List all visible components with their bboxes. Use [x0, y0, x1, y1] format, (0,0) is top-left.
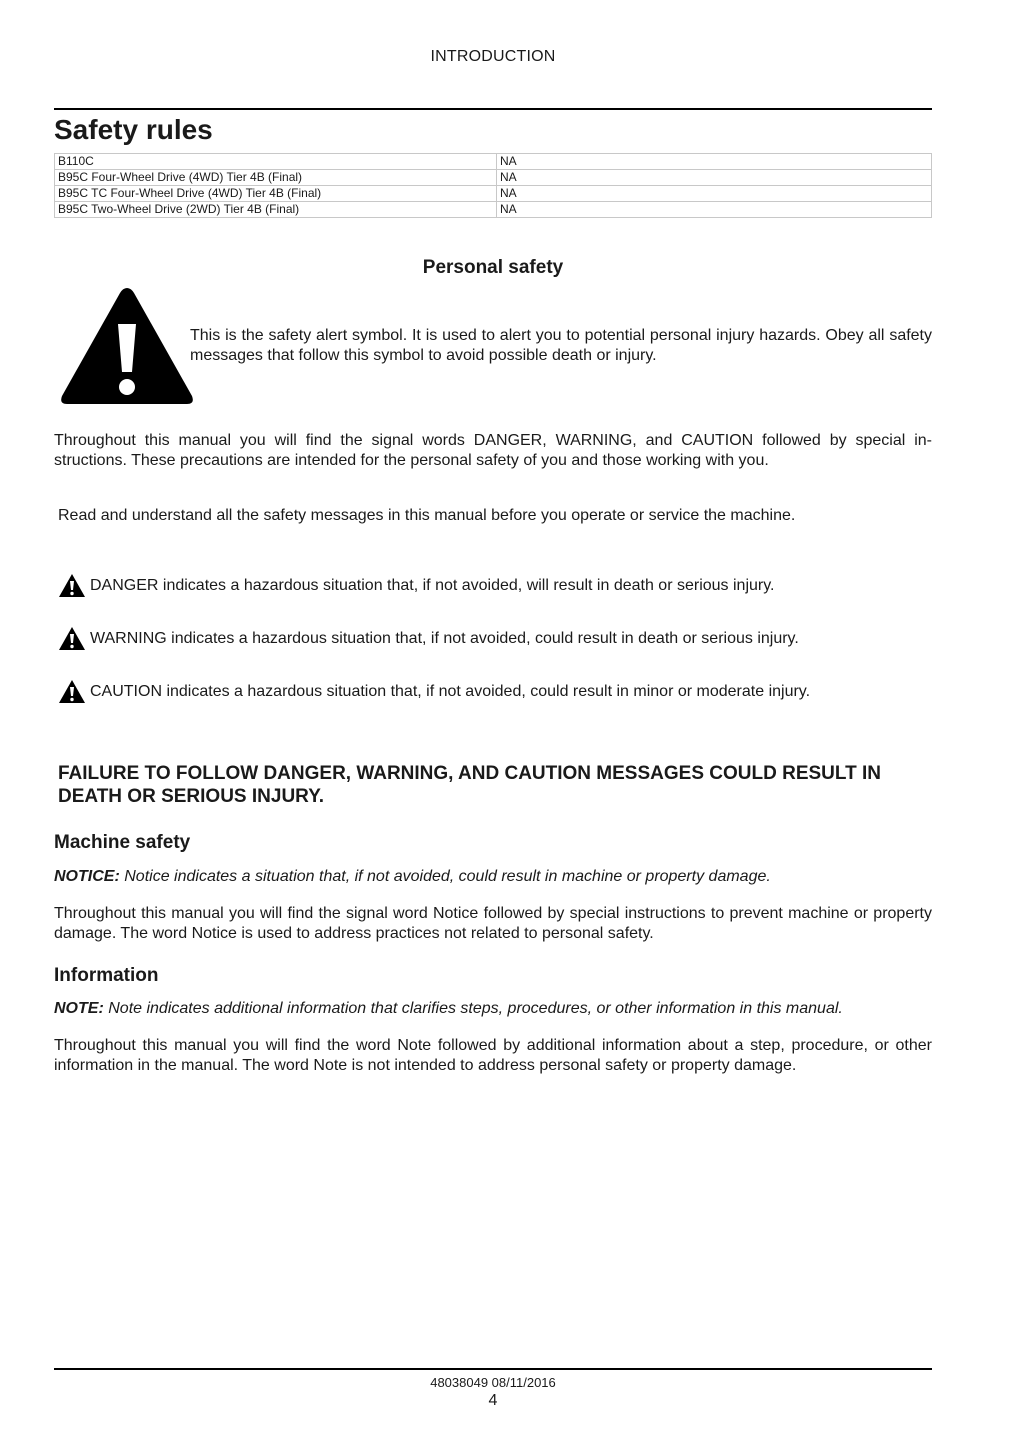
value-cell: NA	[497, 186, 932, 202]
machine-safety-body: Throughout this manual you will find the signal word Notice followed by special instructions to prevent machine or property damage. The word Notice is used to address practices not related to personal safety.	[54, 905, 932, 942]
table-row	[55, 170, 932, 186]
read-instruction: Read and understand all the safety messages in this manual before you operate or service the machine.	[58, 507, 796, 524]
warning-triangle-icon	[58, 679, 86, 704]
model-cell: B95C TC Four-Wheel Drive (4WD) Tier 4B (Final)	[55, 186, 497, 202]
table-row	[55, 202, 932, 218]
warning-triangle-icon	[58, 626, 86, 651]
caution-message	[58, 679, 810, 704]
notice-line	[54, 867, 932, 887]
models-table	[54, 153, 932, 218]
information-heading: Information	[54, 965, 159, 986]
page-title: Safety rules	[54, 114, 213, 145]
machine-safety-heading: Machine safety	[54, 832, 191, 853]
note-label: NOTE:	[54, 1000, 104, 1017]
document-reference: 48038049 08/11/2016	[430, 1375, 556, 1390]
warning-triangle-icon	[58, 284, 196, 408]
danger-text: DANGER indicates a hazardous situation that, if not avoided, will result in death or serious injury.	[90, 576, 775, 594]
alert-symbol-text: This is the safety alert symbol. It is used to alert you to potential personal injury hazards. Obey all safety messages that follow this symbol to avoid possible death or injury.	[190, 327, 932, 364]
notice-text: Notice indicates a situation that, if not avoided, could result in machine or property damage.	[124, 868, 771, 885]
signal-words-intro: Throughout this manual you will find the signal words DANGER, WARNING, and CAUTION followed by special in-structions. These precautions are intended for the personal safety of you and those working with you.	[54, 432, 932, 469]
warning-triangle-icon	[58, 573, 86, 598]
warning-text: WARNING indicates a hazardous situation that, if not avoided, could result in death or serious injury.	[90, 629, 799, 647]
header-rule	[54, 108, 932, 110]
notice-label: NOTICE:	[54, 868, 120, 885]
value-cell: NA	[497, 170, 932, 186]
model-cell: B95C Two-Wheel Drive (2WD) Tier 4B (Final)	[55, 202, 497, 218]
personal-safety-heading: Personal safety	[422, 257, 564, 278]
footer-rule	[54, 1368, 932, 1370]
page-number: 4	[488, 1392, 498, 1409]
value-cell: NA	[497, 154, 932, 170]
caution-text: CAUTION indicates a hazardous situation that, if not avoided, could result in minor or moderate injury.	[90, 682, 811, 700]
failure-warning: FAILURE TO FOLLOW DANGER, WARNING, AND CAUTION MESSAGES COULD RESULT IN DEATH OR SERIOUS INJURY.	[58, 763, 881, 807]
warning-message	[58, 626, 799, 651]
table-row	[55, 186, 932, 202]
table-row	[55, 154, 932, 170]
value-cell: NA	[497, 202, 932, 218]
note-text: Note indicates additional information that clarifies steps, procedures, or other information in this manual.	[108, 1000, 843, 1017]
information-body: Throughout this manual you will find the word Note followed by additional information about a step, procedure, or other information in the manual. The word Note is not intended to address personal safety or property damage.	[54, 1037, 932, 1074]
model-cell: B95C Four-Wheel Drive (4WD) Tier 4B (Final)	[55, 170, 497, 186]
note-line	[54, 999, 932, 1019]
danger-message	[58, 573, 775, 598]
model-cell: B110C	[55, 154, 497, 170]
section-header: INTRODUCTION	[430, 48, 556, 65]
